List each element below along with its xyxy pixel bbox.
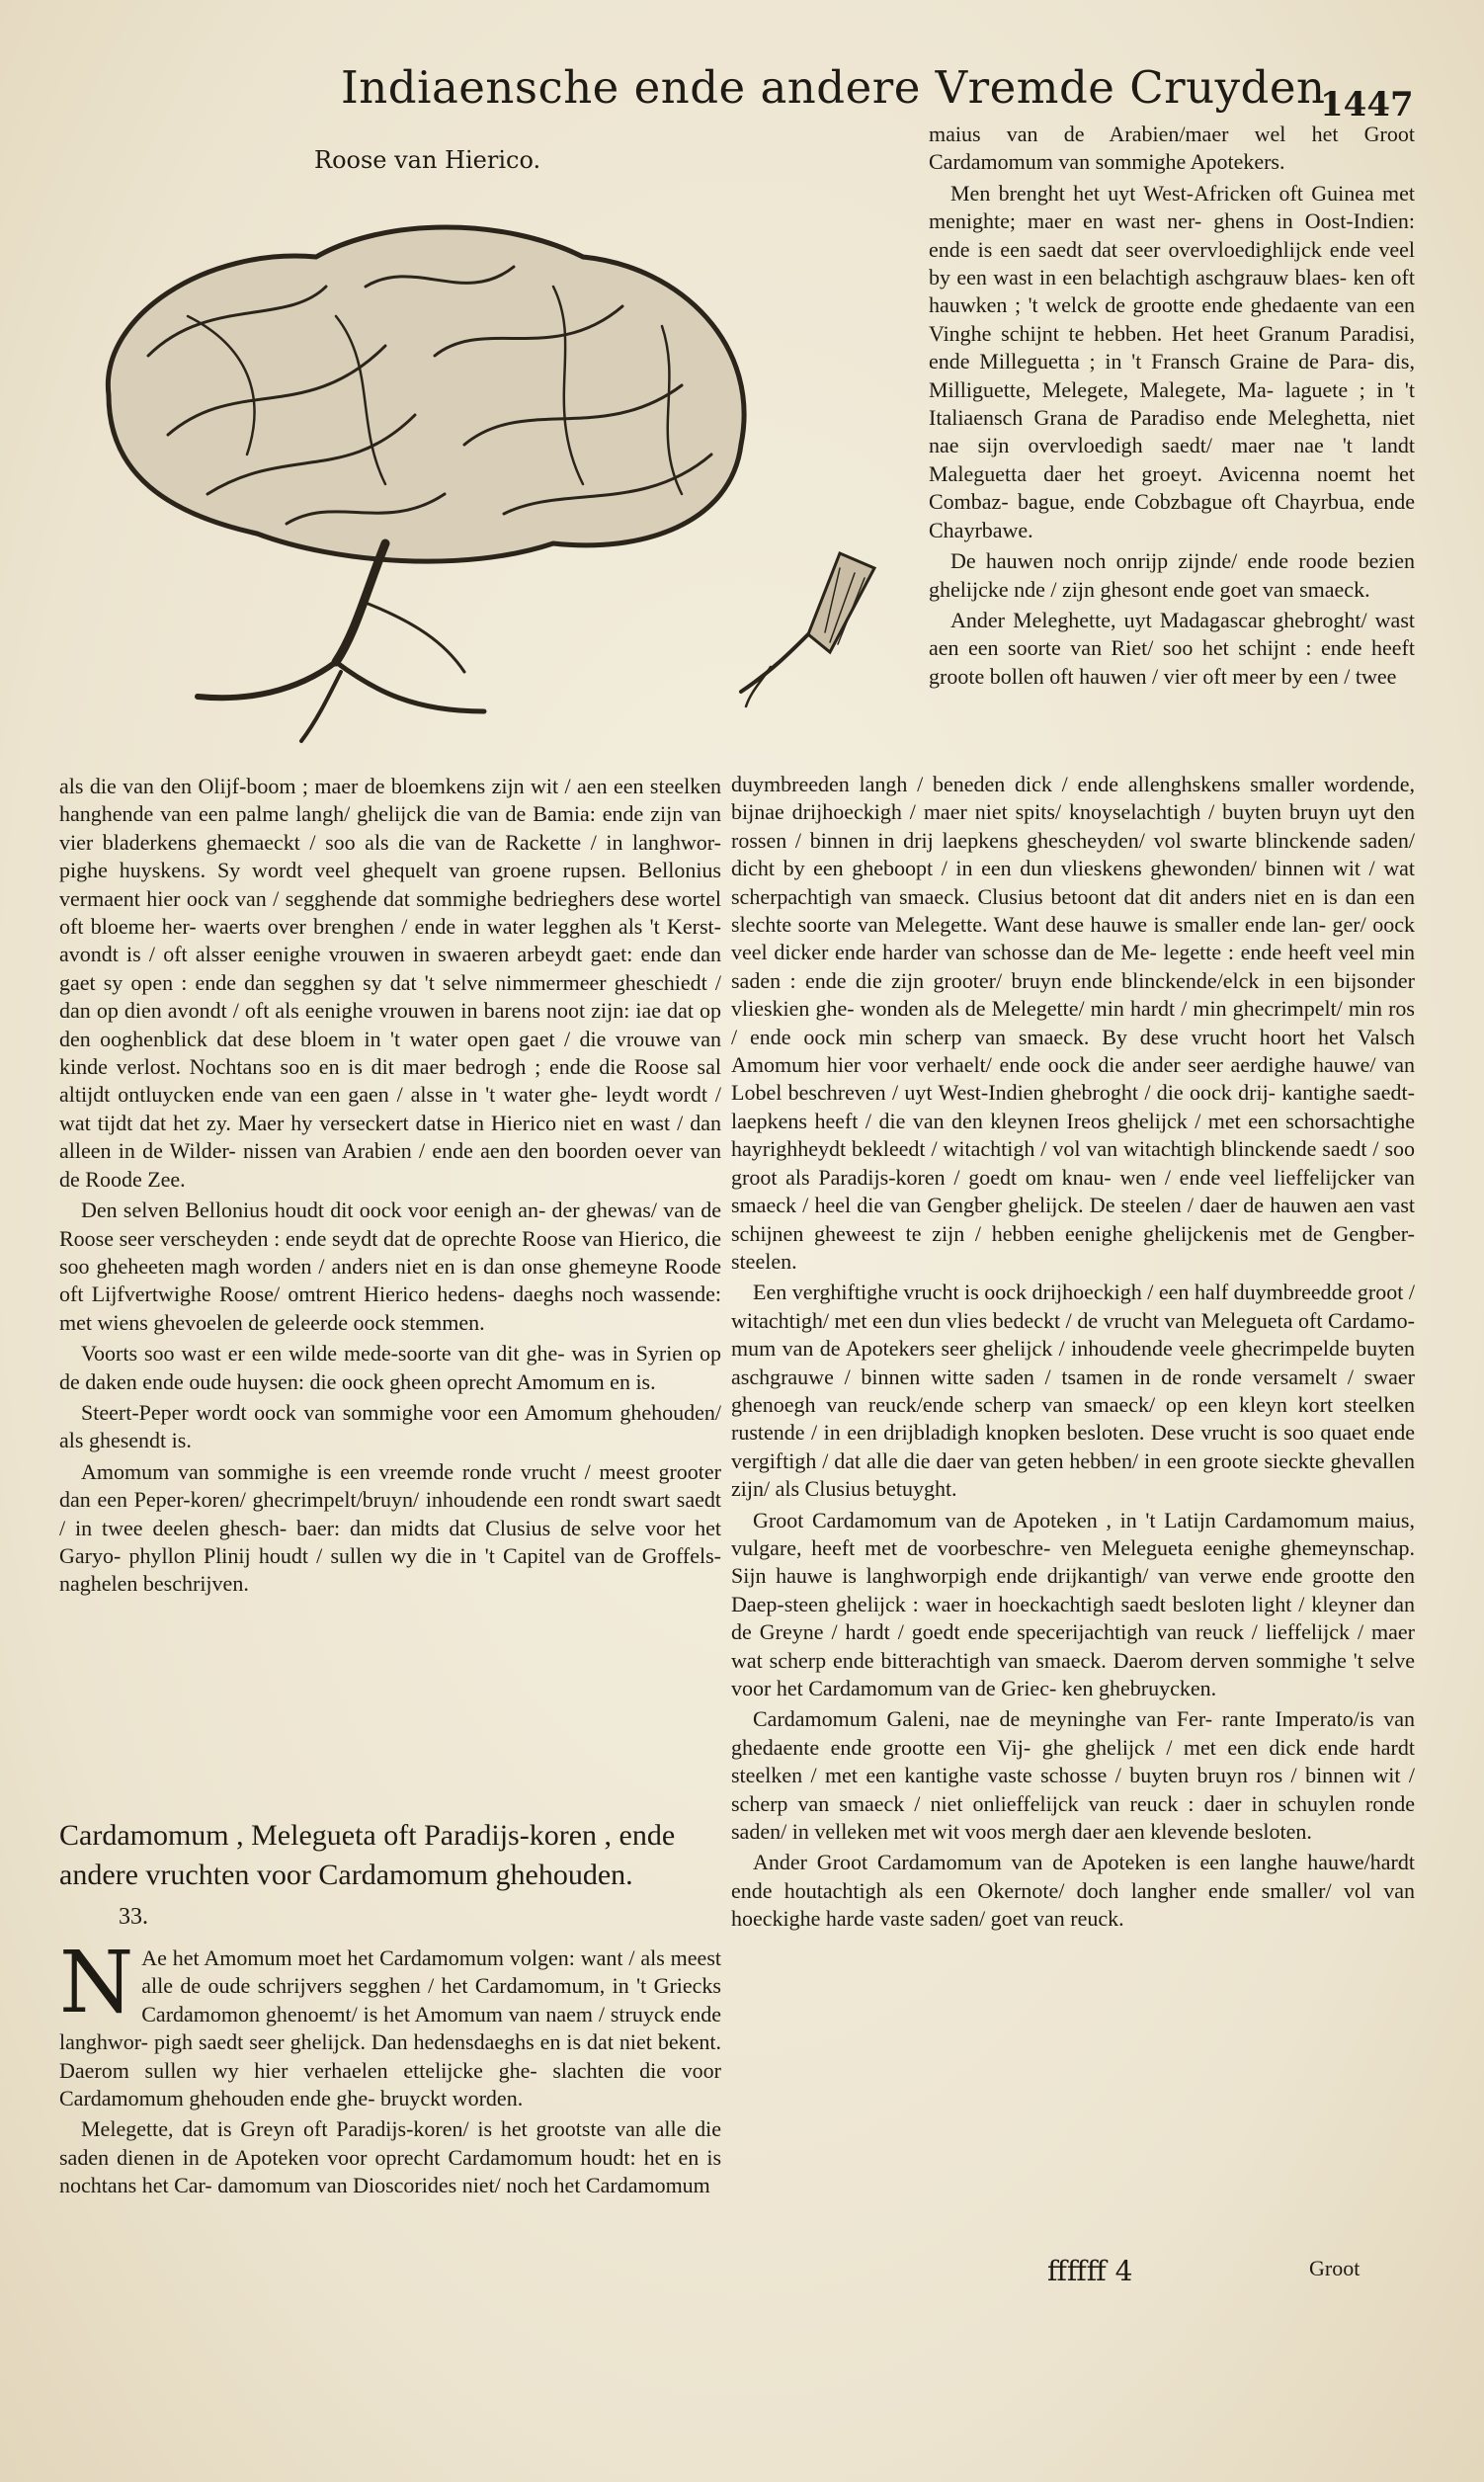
paragraph-text: Ae het Amomum moet het Cardamomum volgen: want / als meest alle de oude schrijvers segghen / het Cardamomum, in 't Griecks Cardamomon ghenoemt/ is het Amomum van naem / struyck ende langhwor- pigh saedt seer ghelijck. Dan hedensdaeghs en is dat niet bekent. Daerom sullen wy hier verhaelen ettelijcke ghe- slachten die voor Cardamomum ghehouden ende ghe- bruyckt worden. [59,1945,721,2111]
rose-of-jericho-illustration [89,198,761,751]
paragraph: Ander Meleghette, uyt Madagascar ghebroght/ wast aen een soorte van Riet/ soo het schijnt : ende heeft groote bollen oft hauwen / vier oft meer by een / twee [929,607,1415,689]
drop-cap: N [59,1934,134,2032]
paragraph: Den selven Bellonius houdt dit oock voor eenigh an- der ghewas/ van de Roose seer verscheyden : ende seydt dat de oprechte Roose van Hierico, die soo gheheeten magh worden / anders niet en is dan onse ghemeyne Roode oft Lijfvertwighe Roose/ omtrent Hierico hedens- daeghs noch wassende: met wiens ghevoelen de geleerde oock stemmen. [59,1198,721,1335]
page-number: 1447 [1320,85,1414,124]
paragraph: Melegette, dat is Greyn oft Paradijs-koren/ is het grootste van alle die saden dienen in de Apoteken voor oprecht Cardamomum houdt: het en is nochtans het Car- damomum van Dioscorides niet/ noch het Cardamomum [59,2116,721,2198]
catchword: Groot [1309,2256,1360,2280]
left-column-bottom [59,1934,721,2203]
running-header: Indiaensche ende andere Vremde Cruyden. [341,61,1341,114]
paragraph: duymbreeden langh / beneden dick / ende allenghskens smaller wordende, bijnae drijhoeckigh / maer niet spits/ knoyselachtigh / buyten bruyn uyt den rossen / binnen in drij laepkens ghescheyden/ vol swarte blinckende saden/ dicht by een gheboopt / in een dun vlieskens ghewonden/ binnen wit / wat scherpachtigh van smaeck. Clusius betoont dat dit anders niet en is dan een slechte soorte van Melegette. Want dese hauwe is smaller ende lan- ger/ oock veel dicker ende harder van schosse dan de Me- legette : ende heeft veel min saden : ende die zijn grooter/ bruyn ende blinckende/elck in een bijsonder vlieskien ghe- wonden als de Melegette/ min hardt / min ghecrimpelt/ min ros / ende oock min scherp van smaeck. By dese vrucht hoort het Valsch Amomum hier voor verhaelt/ ende oock die ander seer aerdighe hauwe/ van Lobel beschreven / uyt West-Indien ghebroght / die oock drij- kantighe saedt-laepkens heeft / die van den kleynen Ireos ghelijck / met een schorsachtighe hayrighheydt bekleedt / witachtigh / vol van witachtigh blinckende saedt / soo groot als Paradijs-koren / goedt om knau- wen / ende veel lieffelijcker van smaeck / heel die van Gengber ghelijck. De steelen / daer de hauwen aen vast schijnen gheweest te zijn / hebben eenighe ghelijckenis met de Gengber-steelen. [731,772,1415,1274]
paragraph: Men brenght het uyt West-Africken oft Guinea met menighte; maer en wast ner- ghens in Oost-Indien: ende is een saedt dat seer overvloedighlijck ende veel by een wast in een belachtigh aschgrauw blaes- ken oft hauwken ; 't welck de grootte ende ghedaente van een Vinghe schijnt te hebben. Het heet Granum Paradisi, ende Milleguetta ; in 't Fransch Graine de Para- dis, Milliguette, Melegete, Malegete, Ma- laguete ; in 't Italiaensch Grana de Paradiso ende Meleghetta, niet nae sijn overvloedigh saedt/ maer nae 't landt Maleguetta daer het groeyt. Avicenna noemt het Combaz- bague, ende Cobzbague oft Chayrbua, ende Chayrbawe. [929,180,1415,542]
paragraph: Ander Groot Cardamomum van de Apoteken is een langhe hauwe/hardt ende houtachtigh als een Okernote/ doch langher ende smaller/ vol van hoeckighe harde vaste saden/ goet van reuck. [731,1850,1415,1932]
signature-mark: ffffff 4 [1047,2255,1133,2287]
chapter-title: Cardamomum , Melegueta oft Paradijs-koren , ende andere vruchten voor Cardamomum ghehouden. [59,1819,676,1891]
right-column-main [731,771,1415,1937]
right-column-top [929,121,1415,694]
paragraph: Een verghiftighe vrucht is oock drijhoeckigh / een half duymbreedde groot / witachtigh/ met een dun vlies bedeckt / de vrucht van Melegueta oft Cardamo- mum van de Apotekers seer ghelijck / inhoudende veele ghecrimpelde buyten aschgrauwe / binnen witte saden / tsamen in de ronde versamelt / swaer ghenoegh van reuck/ende scherp van smaeck/ op een kleyn kort steelken rustende / in een drijbladigh knopken besloten. Dese vrucht is soo quaet ende vergiftigh / dat alle die daer van geten hebben/ in een groote sieckte ghevallen zijn/ als Clusius betuyght. [731,1280,1415,1502]
paragraph: Amomum van sommighe is een vreemde ronde vrucht / meest grooter dan een Peper-koren/ ghecrimpelt/bruyn/ inhoudende een rondt swart saedt / in twee deelen ghesch- baer: dan midts dat Clusius de selve voor het Garyo- phyllon Plinij houdt / sullen wy die in 't Capitel van de Groffels-naghelen beschrijven. [59,1458,721,1597]
figure-caption: Roose van Hierico. [314,146,541,174]
chapter-heading [59,1816,721,1937]
paragraph: Cardamomum Galeni, nae de meyninghe van Fer- rante Imperato/is van ghedaente ende grootte een Vij- ghe ghelijck / met een dick ende hardt steelken / met een kantighe vaste schosse / buyten bruyn ros / binnen wit / scherp van smaeck / niet onlieffelijck van reuck : daer in schuylen ronde saden/ in velleken met wit voos mergh daer aen klevende besloten. [731,1706,1415,1845]
paragraph: maius van de Arabien/maer wel het Groot Cardamomum van sommighe Apotekers. [929,122,1415,175]
left-column-main [59,773,721,1602]
paragraph: Voorts soo wast er een wilde mede-soorte van dit ghe- was in Syrien op de daken ende oude huysen: die oock gheen oprecht Amomum en is. [59,1341,721,1394]
chapter-number: 33. [119,1904,148,1930]
paragraph [59,1934,721,2112]
cardamom-pod-illustration [731,543,889,711]
paragraph: Groot Cardamomum van de Apoteken , in 't Latijn Cardamomum maius, vulgare, heeft met de voorbeschre- ven Melegueta eenighe ghemeynschap. Sijn hauwe is langhworpigh ende drijkantigh/ van verwe ende grootte den Daep-steen ghelijck : waer in hoeckachtigh saedt besloten light / kleyner dan de Greyne / hardt / goedt ende specerijachtigh van reuck / lieffelijck / maer wat scherp ende bitterachtigh van smaeck. Daerom derven sommighe 't selve voor het Cardamomum van de Griec- ken ghebruycken. [731,1507,1415,1700]
paragraph: als die van den Olijf-boom ; maer de bloemkens zijn wit / aen een steelken hanghende van een palme langh/ ghelijck die van de Bamia: ende zijn van vier bladerkens ghemaeckt / soo als die van de Rackette / in langhwor- pighe huyskens. Sy wordt veel ghequelt van groene rupsen. Bellonius vermaent hier oock van / segghende dat sommighe bedrieghers dese wortel oft bloeme her- waerts over brenghen / ende in water legghen als 't Kerst-avondt is / oft alsser eenighe vrouwen in swaeren arbeydt gaet: ende dan gaet sy open : ende dan segghen sy dat 't selve nimmermeer gheschiedt / dan op dien avondt / oft als eenighe vrouwen in barens noot zijn: iae dat op den ooghenblick dat dese bloem in 't water open gaet / die vrouwe van kinde verlost. Nochtans soo en is dit maer bedrogh ; ende die Roose sal altijdt ontluycken ende van een gaen / alsse in 't water ghe- leydt wordt / wat tijdt dat het zy. Maer hy verseckert datse in Hierico niet en wast / dan alleen in de Wilder- nissen van Arabien / ende aen den boorden oever van de Roode Zee. [59,774,721,1192]
paragraph: De hauwen noch onrijp zijnde/ ende roode bezien ghelijcke nde / zijn ghesont ende goet van smaeck. [929,548,1415,602]
paragraph: Steert-Peper wordt oock van sommighe voor een Amomum ghehouden/ als ghesendt is. [59,1399,721,1453]
